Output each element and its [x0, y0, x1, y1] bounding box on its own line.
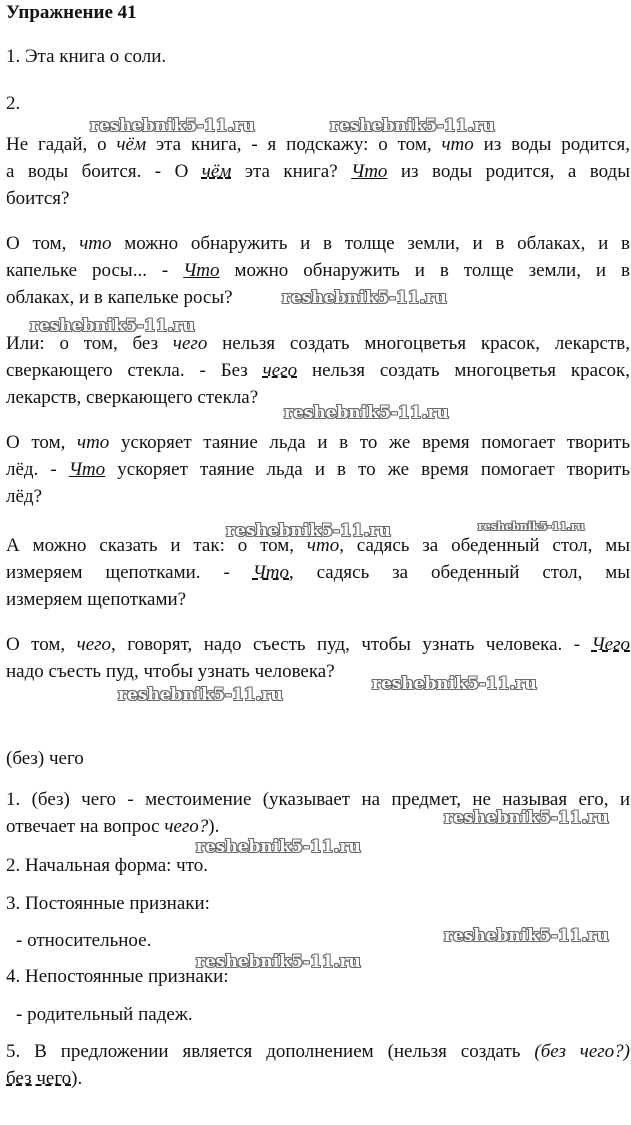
- paragraph-4-line-2: лёд. - Что ускоряет таяние льда и в то же время помогает творить: [6, 459, 630, 480]
- answer-1: 1. Эта книга о соли.: [6, 46, 167, 67]
- analysis-item-1-line-2: отвечает на вопрос чего?).: [6, 816, 220, 837]
- watermark: reshebnik5-11.ru: [30, 316, 195, 336]
- watermark: reshebnik5-11.ru: [118, 685, 283, 705]
- exercise-title: Упражнение 41: [6, 2, 137, 23]
- paragraph-3-line-1: Или: о том, без чего нельзя создать многоцветья красок, лекарств,: [6, 333, 631, 354]
- watermark: reshebnik5-11.ru: [330, 116, 495, 136]
- paragraph-1-line-3: боится?: [6, 188, 70, 209]
- paragraph-2-line-2: капельке росы... - Что можно обнаружить и в толще земли, и в: [6, 260, 630, 281]
- answer-2-label: 2.: [6, 93, 21, 114]
- analysis-item-3: 3. Постоянные признаки:: [6, 893, 210, 914]
- paragraph-6-line-2: надо съесть пуд, чтобы узнать человека?: [6, 661, 335, 682]
- analysis-item-4-detail: - родительный падеж.: [16, 1004, 193, 1025]
- watermark: reshebnik5-11.ru: [444, 808, 609, 828]
- paragraph-2-line-3: облаках, и в капельке росы?: [6, 287, 233, 308]
- paragraph-3-line-3: лекарств, сверкающего стекла?: [6, 387, 259, 408]
- analysis-item-4: 4. Непостоянные признаки:: [6, 966, 229, 987]
- paragraph-4-line-3: лёд?: [6, 486, 43, 507]
- paragraph-5-line-2: измеряем щепотками. - Что, садясь за обеденный стол, мы: [6, 562, 630, 583]
- watermark: reshebnik5-11.ru: [444, 926, 609, 946]
- watermark: reshebnik5-11.ru: [478, 520, 585, 533]
- paragraph-1-line-2: а воды боится. - О чём эта книга? Что из воды родится, а воды: [6, 161, 630, 182]
- analysis-item-5-line-2: без чего).: [6, 1068, 83, 1089]
- watermark: reshebnik5-11.ru: [284, 403, 449, 423]
- paragraph-5-line-1: А можно сказать и так: о том, что, садясь за обеденный стол, мы: [6, 535, 631, 556]
- watermark: reshebnik5-11.ru: [372, 674, 537, 694]
- watermark: reshebnik5-11.ru: [196, 952, 361, 972]
- paragraph-3-line-2: сверкающего стекла. - Без чего нельзя создать многоцветья красок,: [6, 360, 630, 381]
- analysis-item-3-detail: - относительное.: [16, 930, 152, 951]
- paragraph-4-line-1: О том, что ускоряет таяние льда и в то же время помогает творить: [6, 432, 630, 453]
- watermark: reshebnik5-11.ru: [226, 521, 391, 541]
- watermark: reshebnik5-11.ru: [196, 837, 361, 857]
- paragraph-2-line-1: О том, что можно обнаружить и в толще земли, и в облаках, и в: [6, 233, 631, 254]
- paragraph-5-line-3: измеряем щепотками?: [6, 589, 187, 610]
- analysis-heading: (без) чего: [6, 748, 84, 769]
- paragraph-1-line-1: Не гадай, о чём эта книга, - я подскажу: о том, что из воды родится,: [6, 134, 630, 155]
- watermark: reshebnik5-11.ru: [282, 288, 447, 308]
- analysis-item-5-line-1: 5. В предложении является дополнением (нельзя создать (без чего?): [6, 1041, 630, 1062]
- analysis-item-2: 2. Начальная форма: что.: [6, 855, 209, 876]
- analysis-item-1-line-1: 1. (без) чего - местоимение (указывает на предмет, не называя его, и: [6, 789, 630, 810]
- watermark: reshebnik5-11.ru: [90, 116, 255, 136]
- paragraph-6-line-1: О том, чего, говорят, надо съесть пуд, чтобы узнать человека. - Чего: [6, 634, 631, 655]
